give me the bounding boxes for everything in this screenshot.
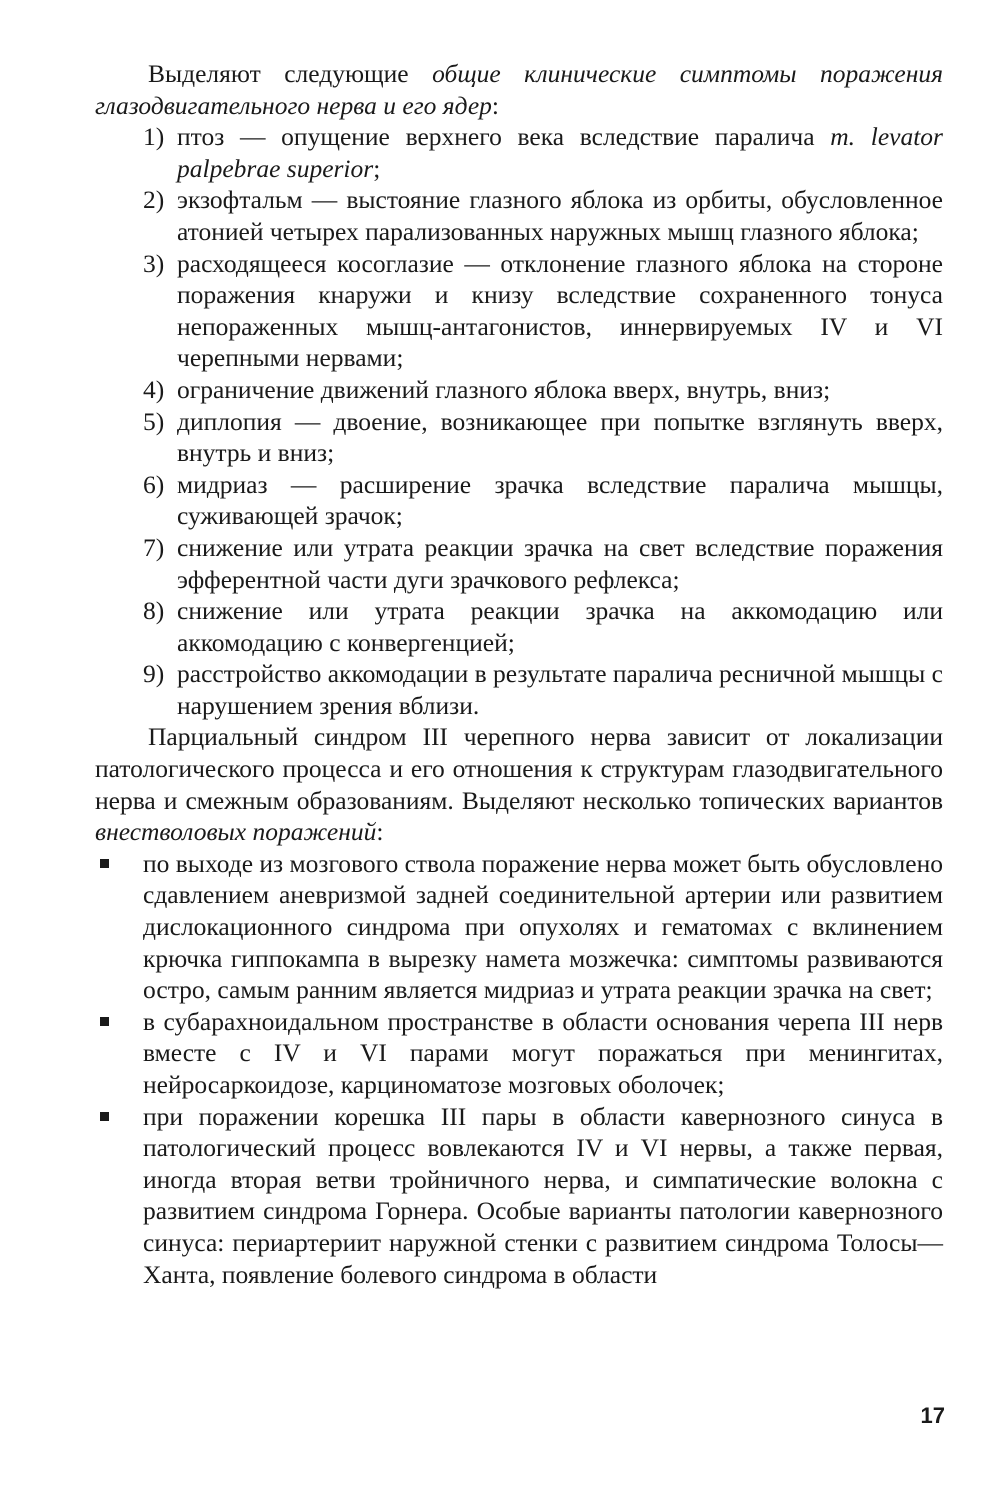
square-bullet-icon: [100, 1112, 109, 1121]
bullet-text: по выходе из мозгового ствола поражение нерва может быть обусловлено сдавлением аневризмой задней соединительной артерии или развитием дислокационного синдрома при опухолях и гематомах с вклинением крючка гиппокампа в вырезку намета мозжечка: симптомы развиваются остро, самым ранним является мидриаз и утрата реакции зрачка на свет;: [143, 848, 943, 1005]
intro-colon: :: [491, 90, 500, 120]
item-text: диплопия — двоение, возникающее при попытке взглянуть вверх, внутрь и вниз;: [177, 406, 943, 468]
list-item: [95, 532, 943, 595]
bullet-text: в субарахноидальном пространстве в области основания черепа III нерв вместе с IV и VI парами могут поражаться при менингитах, нейросаркоидозе, карциноматозе мозговых оболочек;: [143, 1006, 943, 1099]
list-item: [95, 595, 943, 658]
list-item: [95, 1101, 943, 1291]
page-body: [95, 58, 943, 1290]
item-number: 9): [143, 659, 165, 689]
item-text: птоз — опущение верхнего века вследствие паралича: [177, 122, 831, 152]
bullet-text: при поражении корешка III пары в области кавернозного синуса в патологический процесс вовлекаются IV и VI нервы, а также первая, иногда вторая ветви тройничного нерва, и симпатические волокна с развитием синдрома Горнера. Особые варианты патологии кавернозного синуса: периартериит наружной стенки с развитием синдрома Толосы—Ханта, появление болевого синдрома в области: [143, 1101, 943, 1289]
item-text: снижение или утрата реакции зрачка на аккомодацию или аккомодацию с конвергенцией;: [177, 596, 943, 657]
item-text: мидриаз — расширение зрачка вследствие паралича мышцы, суживающей зрачок;: [177, 469, 943, 531]
partial-italic: внестволовых поражений: [95, 817, 377, 847]
list-item: [95, 248, 943, 374]
symptom-list: [95, 121, 943, 721]
square-bullet-icon: [100, 1017, 109, 1026]
partial-colon: :: [376, 817, 384, 847]
list-item: [95, 469, 943, 532]
item-text: ограничение движений глазного яблока вверх, внутрь, вниз;: [177, 374, 831, 404]
item-text: экзофтальм — выстояние глазного яблока из орбиты, обусловленное атонией четырех парализованных наружных мышц глазного яблока;: [177, 185, 943, 246]
item-text: снижение или утрата реакции зрачка на свет вследствие поражения эфферентной части дуги зрачкового рефлекса;: [177, 532, 943, 594]
item-text: расстройство аккомодации в результате паралича ресничной мышцы с нарушением зрения вблизи.: [177, 659, 943, 720]
item-number: 8): [143, 596, 165, 626]
list-item: [95, 184, 943, 247]
list-item: [95, 121, 943, 184]
item-number: 3): [143, 248, 165, 278]
item-punct: ;: [373, 153, 381, 183]
item-number: 2): [143, 185, 165, 215]
list-item: [95, 848, 943, 1006]
list-item: [95, 374, 943, 406]
item-text: расходящееся косоглазие — отклонение глазного яблока на стороне поражения кнаружи и книзу вследствие сохраненного тонуса непораженных мышц-антагонистов, иннервируемых IV и VI черепными нервами;: [177, 248, 943, 373]
partial-text: Парциальный синдром III черепного нерва зависит от локализации патологического процесса и его отношения к структурам глазодвигательного нерва и смежным образованиям. Выделяют несколько топических вариантов: [95, 722, 943, 815]
intro-text: Выделяют следующие: [148, 59, 433, 88]
intro-italic: общие клинические симптомы поражения глазодвигательного нерва и его ядер: [95, 59, 943, 120]
list-item: [95, 658, 943, 721]
lesion-variants-list: [95, 848, 943, 1290]
item-italic: m. levator palpebrae superior: [177, 122, 943, 183]
partial-syndrome-paragraph: [95, 721, 943, 847]
list-item: [95, 406, 943, 469]
item-number: 5): [143, 406, 165, 436]
item-number: 4): [143, 374, 165, 404]
square-bullet-icon: [100, 859, 109, 868]
list-item: [95, 1006, 943, 1101]
page-number: 17: [920, 1403, 945, 1428]
item-number: 6): [143, 469, 165, 499]
item-number: 1): [143, 122, 165, 152]
intro-paragraph: [95, 58, 943, 121]
item-number: 7): [143, 532, 165, 562]
